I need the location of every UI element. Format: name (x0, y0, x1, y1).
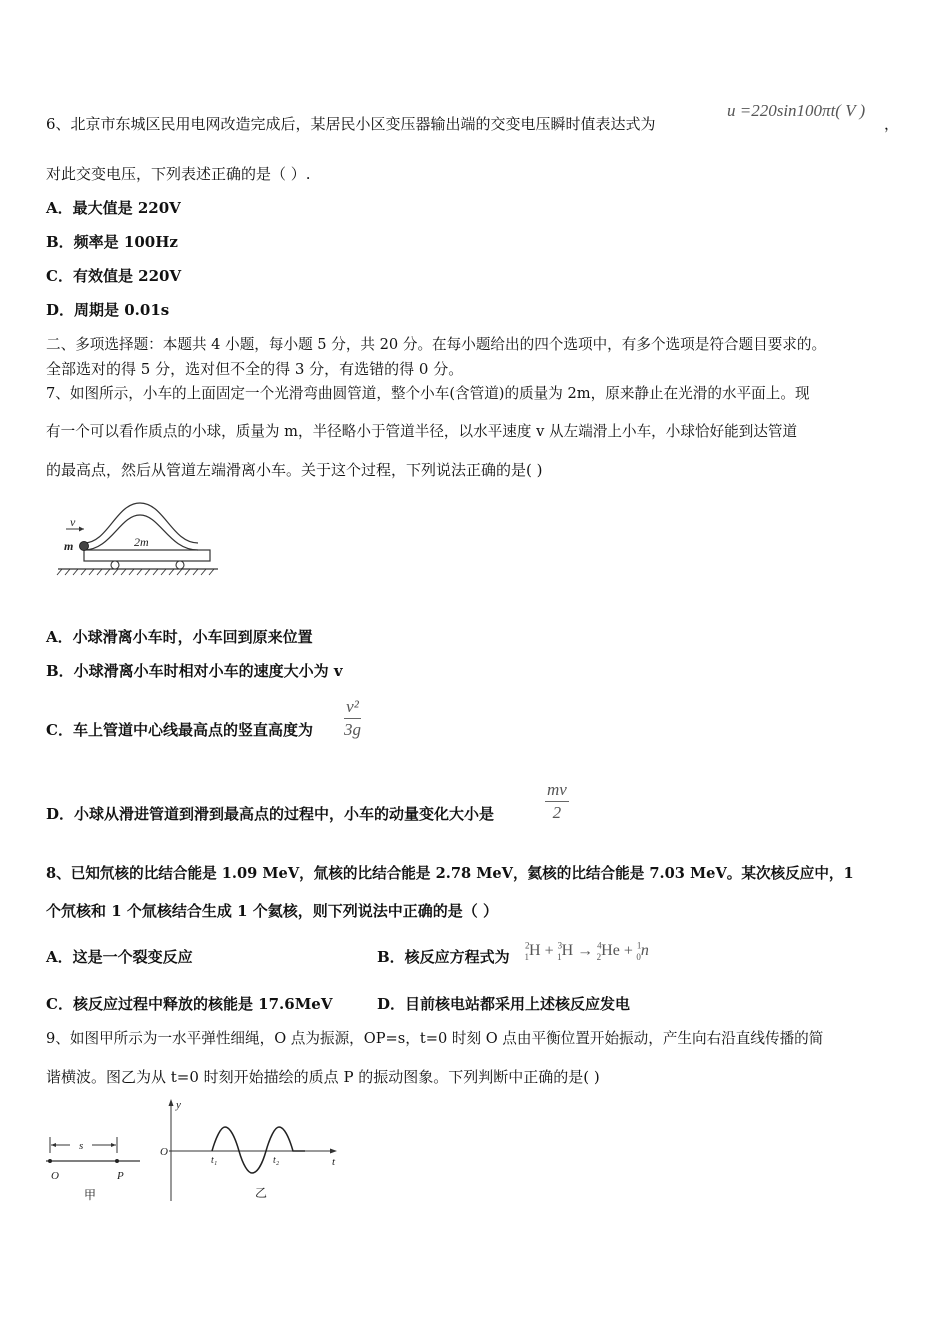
q7-option-d: D．小球从滑进管道到滑到最高点的过程中，小车的动量变化大小是 (46, 805, 495, 823)
q7-label-2m: 2m (134, 535, 149, 549)
eq-tritium: $^3_1$H (557, 941, 574, 962)
q8-equation (525, 936, 649, 967)
q9-label-t1: t₁ (211, 1155, 218, 1166)
q6-option-b: B．频率是 100Hz (46, 233, 178, 251)
q7-stem-3: 的最高点，然后从管道左端滑离小车。关于这个过程，下列说法正确的是( ) (46, 461, 543, 479)
q7-label-v: v (70, 515, 76, 529)
eq-plus-2: + (623, 942, 633, 960)
q9-label-t: t (332, 1156, 336, 1168)
q6-option-d: D．周期是 0.01s (46, 301, 170, 319)
q9-stem-2: 谐横波。图乙为从 t=0 时刻开始描绘的质点 P 的振动图象。下列判断中正确的是( ) (46, 1068, 600, 1086)
q7-stem-1: 7、如图所示，小车的上面固定一个光滑弯曲圆管道，整个小车(含管道)的质量为 2m，原来静止在光滑的水平面上。现 (46, 385, 810, 402)
fraction-bar (545, 801, 569, 802)
eq-neutron: $^1_0$n (636, 941, 649, 962)
eq-arrow: → (577, 942, 594, 960)
q7-option-c-denominator: 3g (344, 720, 361, 739)
q8-stem-1: 8、已知氘核的比结合能是 1.09 MeV，氚核的比结合能是 2.78 MeV，氦核的比结合能是 7.03 MeV。某次核反应中，1 (46, 865, 854, 882)
section2-heading-1: 二、多项选择题：本题共 4 小题，每小题 5 分，共 20 分。在每小题给出的四个选项中，有多个选项是符合题目要求的。 (46, 336, 827, 353)
q9-label-o-jia: O (51, 1170, 59, 1182)
q9-label-p: P (117, 1170, 124, 1182)
q6-formula: u =220sin100πt( V ) (727, 101, 866, 120)
q6-comma: ， (884, 115, 900, 133)
q9-stem-1: 9、如图甲所示为一水平弹性细绳，O 点为振源，OP=s，t=0 时刻 O 点由平衡位置开始振动，产生向右沿直线传播的简 (46, 1030, 824, 1047)
q8-option-d: D．目前核电站都采用上述核反应发电 (377, 995, 631, 1013)
fraction-bar (344, 718, 361, 719)
eq-plus-1: + (544, 942, 554, 960)
section2-heading-2: 全部选对的得 5 分，选对但不全的得 3 分，有选错的得 0 分。 (46, 360, 464, 378)
eq-deuterium: $^2_1$H (524, 941, 541, 962)
q7-stem-2: 有一个可以看作质点的小球，质量为 m，半径略小于管道半径，以水平速度 v 从左端滑上小车，小球恰好能到达管道 (46, 423, 798, 440)
q6-option-a: A．最大值是 220V (46, 199, 181, 217)
q7-option-d-denominator: 2 (552, 803, 562, 822)
q9-caption-jia: 甲 (84, 1188, 97, 1202)
q6-option-c: C．有效值是 220V (46, 267, 182, 285)
q9-figure-yi (155, 1097, 345, 1205)
q6-stem-text: 6、北京市东城区民用电网改造完成后，某居民小区变压器输出端的交变电压瞬时值表达式为 (46, 115, 656, 133)
q7-option-d-fraction (545, 780, 569, 823)
q8-option-b: B．核反应方程式为 (377, 948, 510, 966)
q7-option-a: A．小球滑离小车时，小车回到原来位置 (46, 628, 313, 646)
q6-stem-2: 对此交变电压，下列表述正确的是（ ）. (46, 165, 311, 183)
q7-label-m: m (64, 539, 74, 553)
q7-option-c-numerator: v² (346, 697, 359, 716)
q8-stem-2: 个氘核和 1 个氚核结合生成 1 个氦核，则下列说法中正确的是（ ） (46, 902, 498, 920)
q7-option-c-fraction (344, 697, 361, 740)
q8-option-a: A．这是一个裂变反应 (46, 948, 193, 966)
q9-label-o-yi: O (160, 1146, 168, 1158)
q8-option-c: C．核反应过程中释放的核能是 17.6MeV (46, 995, 333, 1013)
q7-option-b: B．小球滑离小车时相对小车的速度大小为 v (46, 662, 343, 680)
q7-option-c: C．车上管道中心线最高点的竖直高度为 (46, 721, 313, 739)
q7-option-d-numerator: mv (547, 780, 567, 799)
q9-figure-jia (42, 1135, 142, 1205)
q9-caption-yi: 乙 (255, 1186, 268, 1200)
q6-stem (46, 114, 656, 134)
q9-label-s: s (79, 1140, 84, 1152)
eq-helium: $^4_2$He (596, 941, 620, 962)
q9-label-t2: t₂ (273, 1155, 280, 1166)
q7-cart-figure (56, 495, 226, 580)
q9-label-y: y (176, 1099, 181, 1111)
